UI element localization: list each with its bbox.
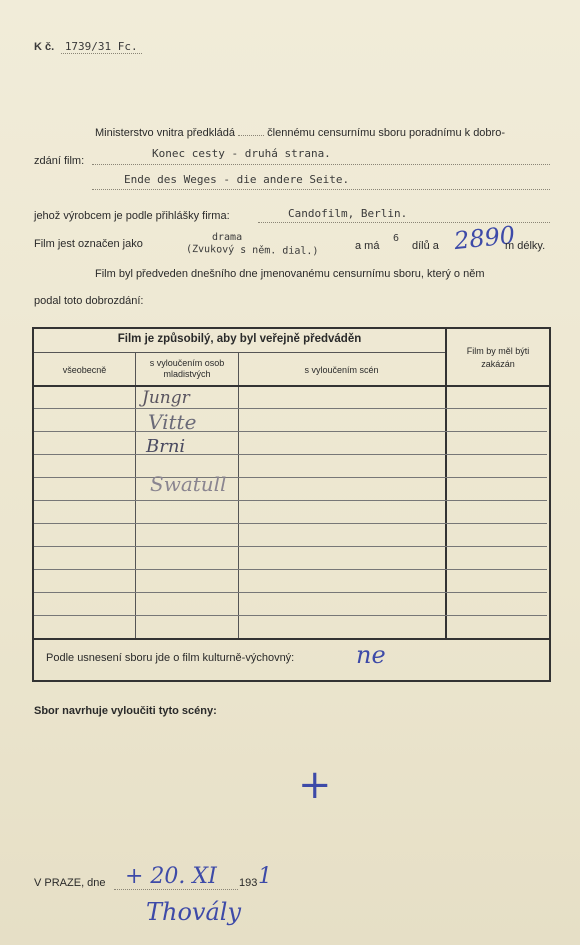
col-scenes-header: s vyloučením scén — [304, 365, 379, 375]
row-line — [34, 615, 547, 616]
col-minors-header: s vyloučením osob mladistvých — [149, 358, 225, 379]
parts-label: a má — [355, 240, 380, 252]
col-general-header: všeobecně — [62, 365, 107, 375]
culture-answer: ne — [356, 641, 386, 669]
col-divider-2 — [238, 353, 239, 639]
col-forbidden-header: Film by měl býti zakázán — [466, 346, 530, 369]
producer-label: jehož výrobcem je podle přihlášky firma: — [34, 210, 230, 222]
reference-prefix: K č. — [34, 41, 55, 53]
producer-name: Candofilm, Berlin. — [288, 207, 408, 220]
reference — [34, 40, 142, 53]
scenes-label: Sbor navrhuje vyloučiti tyto scény: — [34, 705, 217, 717]
length-suffix: m délky. — [505, 240, 546, 252]
row-line — [34, 431, 547, 432]
intro-line1 — [95, 127, 505, 139]
signature-official: Thovály — [146, 898, 242, 926]
film-title-de: Ende des Weges - die andere Seite. — [124, 173, 350, 186]
parts-count: 6 — [393, 233, 400, 244]
signature-2: Vitte — [148, 410, 197, 434]
intro-line2: zdání film: — [34, 155, 85, 167]
scenes-none-mark: + — [298, 762, 332, 808]
row-line — [34, 408, 547, 409]
year-handwritten: 1 — [258, 864, 272, 889]
date-handwritten: + 20. XI — [125, 864, 217, 889]
title-de-dotted-line — [92, 188, 550, 190]
signature-4: Swatull — [150, 472, 227, 496]
genre: drama — [212, 232, 243, 243]
row-line — [34, 592, 547, 593]
film-title-cz: Konec cesty - druhá strana. — [152, 147, 331, 160]
table-body-bottom — [34, 638, 549, 640]
genre-note: (Zvukový s něm. dial.) — [185, 243, 319, 258]
presented-line1: Film byl předveden dnešního dne jmenovanému censurnímu sboru, který o něm — [95, 268, 485, 280]
intro-blank — [238, 135, 264, 136]
marked-label: Film jest označen jako — [34, 238, 143, 250]
header-rule — [34, 352, 445, 353]
row-line — [34, 569, 547, 570]
culture-label: Podle usnesení sboru jde o film kulturně-výchovný: — [46, 652, 295, 664]
col-divider-1 — [135, 353, 136, 639]
signature-3: Brni — [146, 436, 186, 457]
header-bottom-rule — [34, 385, 549, 387]
row-line — [34, 454, 547, 455]
signature-1: Jungr — [142, 388, 190, 408]
parts-suffix: dílů a — [412, 240, 439, 252]
presented-line2: podal toto dobrozdání: — [34, 295, 144, 307]
place-date-label: V PRAZE, dne — [34, 877, 106, 889]
date-dotted-line — [114, 888, 238, 890]
row-line — [34, 523, 547, 524]
table-header-main: Film je způsobilý, aby byl veřejně předváděn — [117, 333, 362, 345]
intro-board: člennému censurnímu sboru poradnímu k dobro- — [267, 127, 505, 139]
intro-ministry: Ministerstvo vnitra předkládá — [95, 127, 236, 139]
row-line — [34, 546, 547, 547]
length-handwritten: 2890 — [452, 220, 517, 256]
row-line — [34, 500, 547, 501]
reference-number: 1739/31 Fc. — [61, 40, 142, 54]
row-line — [34, 477, 547, 478]
title-dotted-line — [92, 163, 550, 165]
year-print: 193 — [239, 877, 258, 889]
opinion-table — [32, 327, 551, 682]
